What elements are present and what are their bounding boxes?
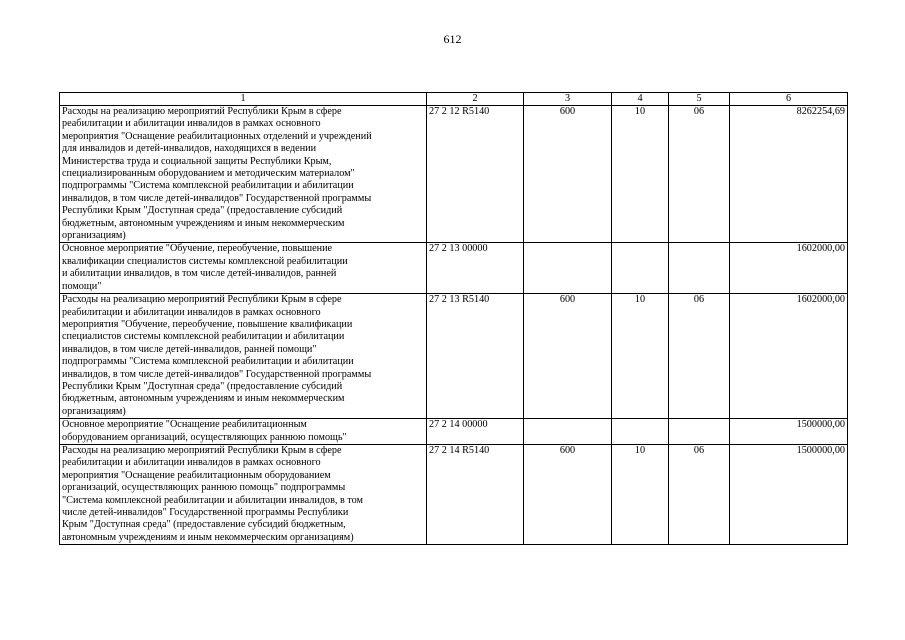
table-row xyxy=(60,243,848,294)
description-line: реабилитации и абилитации инвалидов в рамках основного xyxy=(62,306,321,318)
row-subsection-code: 06 xyxy=(669,294,730,419)
budget-table xyxy=(59,92,848,545)
page-number: 612 xyxy=(443,32,462,46)
description-line: подпрограммы "Система комплексной реабилитации и абилитации xyxy=(62,180,354,192)
header-row xyxy=(60,93,848,106)
row-description xyxy=(60,106,427,243)
table-row xyxy=(60,419,848,445)
description-line: инвалидов, в том числе детей-инвалидов, ранней помощи" xyxy=(62,343,317,355)
description-line: оборудованием организаций, осуществляющих раннюю помощь" xyxy=(62,431,347,443)
description-line: автономным учреждениям и иным некоммерческим организациям) xyxy=(62,531,354,543)
description-line: инвалидов, в том числе детей-инвалидов" Государственной программы xyxy=(62,368,372,380)
description-line: и абилитации инвалидов, в том числе детей-инвалидов, ранней xyxy=(62,268,337,280)
description-line: для инвалидов и детей-инвалидов, находящихся в ведении xyxy=(62,143,317,155)
row-section-code xyxy=(612,243,669,294)
header-col-1: 1 xyxy=(60,93,427,106)
row-description xyxy=(60,444,427,544)
description-line: мероприятия "Оснащение реабилитационным оборудованием xyxy=(62,469,331,481)
description-line: организациям) xyxy=(62,230,126,242)
description-line: Республики Крым "Доступная среда" (предоставление субсидий xyxy=(62,205,343,217)
description-line: квалификации специалистов системы комплексной реабилитации xyxy=(62,255,348,267)
row-subsection-code xyxy=(669,419,730,445)
description-line: помощи" xyxy=(62,280,102,292)
row-target-article-code: 27 2 13 R5140 xyxy=(427,294,524,419)
description-line: "Система комплексной реабилитации и абилитации инвалидов, в том xyxy=(62,494,363,506)
row-description xyxy=(60,419,427,445)
row-subsection-code xyxy=(669,243,730,294)
header-col-2: 2 xyxy=(427,93,524,106)
description-line: организаций, осуществляющих раннюю помощь" подпрограммы xyxy=(62,482,346,494)
row-description xyxy=(60,243,427,294)
description-line: подпрограммы "Система комплексной реабилитации и абилитации xyxy=(62,356,354,368)
row-amount: 8262254,69 xyxy=(730,106,848,243)
row-target-article-code: 27 2 12 R5140 xyxy=(427,106,524,243)
row-target-article-code: 27 2 14 R5140 xyxy=(427,444,524,544)
row-subsection-code: 06 xyxy=(669,444,730,544)
description-line: бюджетным, автономным учреждениям и иным некоммерческим xyxy=(62,217,345,229)
description-line: Основное мероприятие "Оснащение реабилитационным xyxy=(62,419,307,431)
row-section-code: 10 xyxy=(612,294,669,419)
row-section-code: 10 xyxy=(612,444,669,544)
description-line: реабилитации и абилитации инвалидов в рамках основного xyxy=(62,118,321,130)
row-expense-type-code: 600 xyxy=(524,294,612,419)
row-expense-type-code xyxy=(524,419,612,445)
description-line: бюджетным, автономным учреждениям и иным некоммерческим xyxy=(62,393,345,405)
header-col-6: 6 xyxy=(730,93,848,106)
description-line: Расходы на реализацию мероприятий Республики Крым в сфере xyxy=(62,444,342,456)
header-col-5: 5 xyxy=(669,93,730,106)
description-line: Расходы на реализацию мероприятий Республики Крым в сфере xyxy=(62,294,342,306)
description-line: инвалидов, в том числе детей-инвалидов" Государственной программы xyxy=(62,192,372,204)
table-body xyxy=(60,106,848,545)
description-line: Республики Крым "Доступная среда" (предоставление субсидий xyxy=(62,380,343,392)
row-section-code xyxy=(612,419,669,445)
description-line: специализированным оборудованием и методическим материалом" xyxy=(62,168,355,180)
table-row xyxy=(60,444,848,544)
row-description xyxy=(60,294,427,419)
header-col-4: 4 xyxy=(612,93,669,106)
description-line: Крым "Доступная среда" (предоставление субсидий бюджетным, xyxy=(62,519,346,531)
header-col-3: 3 xyxy=(524,93,612,106)
table-row xyxy=(60,106,848,243)
row-amount: 1500000,00 xyxy=(730,444,848,544)
description-line: специалистов системы комплексной реабилитации и абилитации xyxy=(62,331,345,343)
description-line: Министерства труда и социальной защиты Республики Крым, xyxy=(62,155,332,167)
description-line: числе детей-инвалидов" Государственной программы Республики xyxy=(62,507,349,518)
description-line: Основное мероприятие "Обучение, переобучение, повышение xyxy=(62,243,333,255)
description-line: Расходы на реализацию мероприятий Республики Крым в сфере xyxy=(62,106,342,117)
row-amount: 1602000,00 xyxy=(730,294,848,419)
row-amount: 1500000,00 xyxy=(730,419,848,445)
table-row xyxy=(60,294,848,419)
description-line: реабилитации и абилитации инвалидов в рамках основного xyxy=(62,457,321,469)
row-subsection-code: 06 xyxy=(669,106,730,243)
row-target-article-code: 27 2 13 00000 xyxy=(427,243,524,294)
row-expense-type-code: 600 xyxy=(524,444,612,544)
row-target-article-code: 27 2 14 00000 xyxy=(427,419,524,445)
description-line: мероприятия "Оснащение реабилитационных отделений и учреждений xyxy=(62,130,372,142)
description-line: организациям) xyxy=(62,405,126,417)
description-line: мероприятия "Обучение, переобучение, повышение квалификации xyxy=(62,318,353,330)
row-expense-type-code xyxy=(524,243,612,294)
row-section-code: 10 xyxy=(612,106,669,243)
row-expense-type-code: 600 xyxy=(524,106,612,243)
row-amount: 1602000,00 xyxy=(730,243,848,294)
